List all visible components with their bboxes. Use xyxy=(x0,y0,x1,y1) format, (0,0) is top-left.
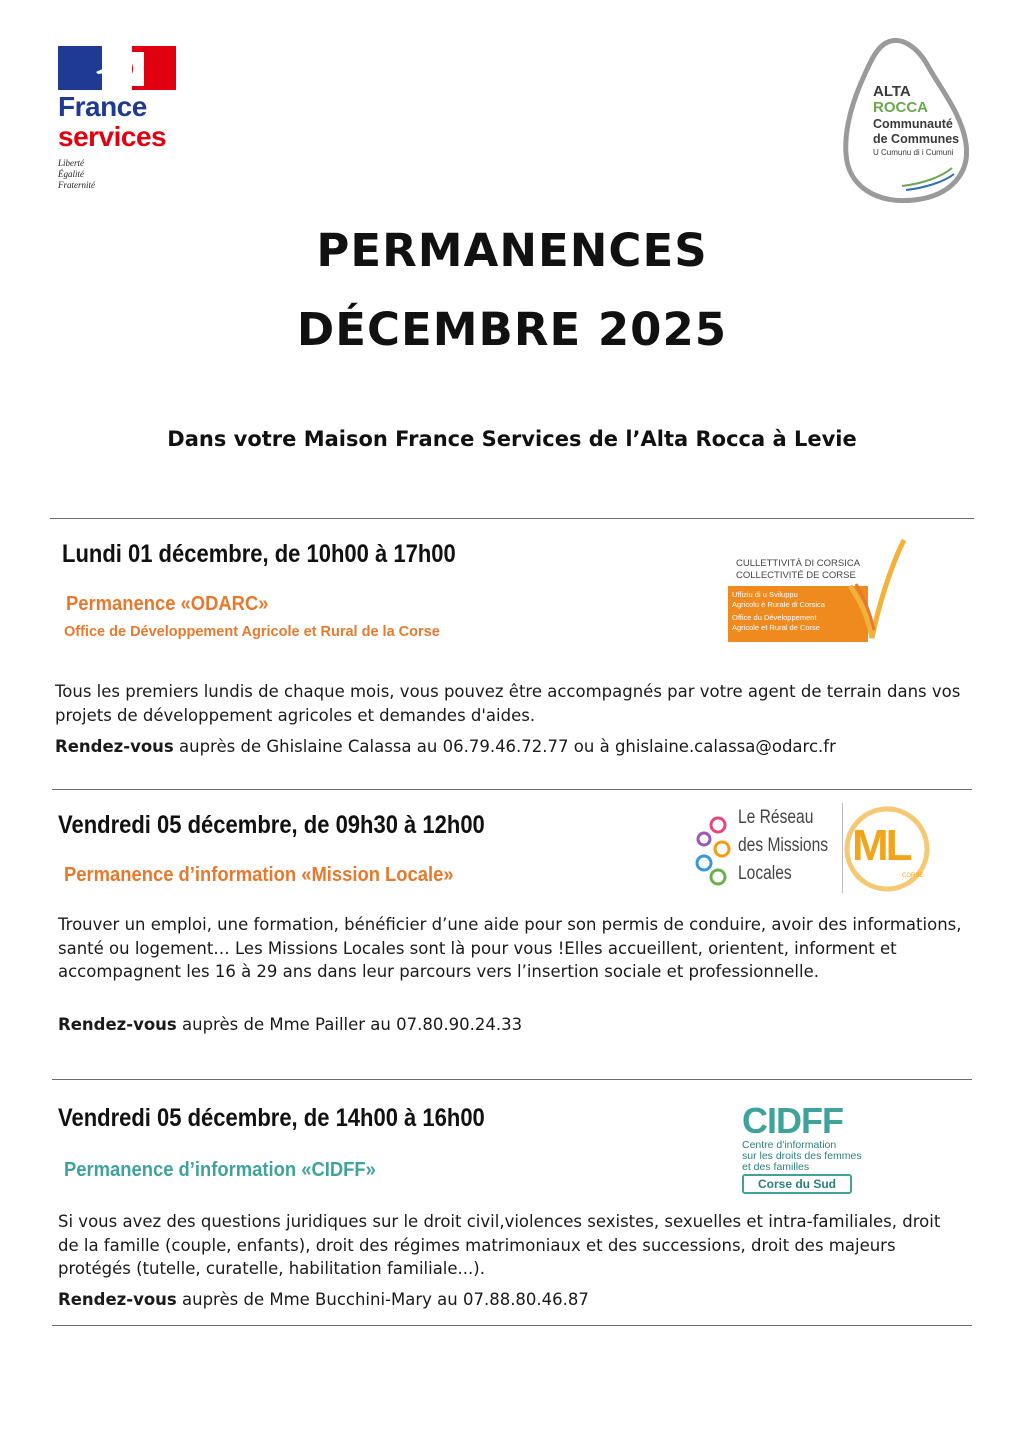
mission-locale-circles-icon xyxy=(692,815,736,889)
page-title-line1: PERMANENCES xyxy=(316,224,708,277)
section3-date: Vendredi 05 décembre, de 14h00 à 16h00 xyxy=(58,1104,485,1132)
section3-body: Si vous avez des questions juridiques sur le droit civil,violences sexistes, sexuelles et intra-familiales, droit de la famille (couple, enfants), droit des régimes matrimoniaux et des successions, droit des majeurs protégés (tutelle, curatelle, habilitation familiale...). xyxy=(58,1212,941,1278)
alta-rocca-logo xyxy=(840,36,972,204)
divider xyxy=(52,789,972,790)
divider xyxy=(52,1325,972,1326)
section1-body: Tous les premiers lundis de chaque mois, vous pouvez être accompagnés par votre agent de terrain dans vos projets de développement agricoles et demandes d'aides. xyxy=(55,682,961,725)
section1-permanence: Permanence «ODARC» xyxy=(66,593,269,615)
section2-permanence: Permanence d’information «Mission Locale» xyxy=(64,864,454,886)
page-title-line2: DÉCEMBRE 2025 xyxy=(296,303,728,356)
divider xyxy=(50,518,974,519)
cidff-name: CIDFF xyxy=(742,1100,843,1141)
odarc-logo: CULLETTIVITÀ DI CORSICA COLLECTIVITÉ DE CORSE Uffiziu di u Sviluppu Agricolu è Rurale di Corsica Office du Développement Agricole et Rural de Corse xyxy=(728,538,906,642)
section2-body: Trouver un emploi, une formation, bénéficier d’une aide pour son permis de conduire, avoir des informations, santé ou logement… Les Missions Locales sont là pour vous !Elles accueillent, orientent, informent et accompagnent les 16 à 29 ans dans leur parcours vers l’insertion sociale et professionnelle. xyxy=(58,915,962,981)
france-services-logo xyxy=(58,46,183,196)
section3-permanence: Permanence d’information «CIDFF» xyxy=(64,1159,376,1181)
alta-rocca-rocca: ROCCA xyxy=(873,99,928,116)
mission-locale-logo: Le Réseau des Missions Locales ML CORSE xyxy=(692,803,932,895)
alta-rocca-alta: ALTA xyxy=(873,83,911,100)
france-services-word-services: services xyxy=(58,121,167,152)
section2-date: Vendredi 05 décembre, de 09h30 à 12h00 xyxy=(58,811,485,839)
ml-mark: ML xyxy=(852,821,910,870)
alta-rocca-corsican: U Cumunu di i Cumuni xyxy=(873,148,954,157)
odarc-check-icon xyxy=(846,538,906,642)
cidff-logo: CIDFF Centre d'information sur les droits des femmes et des familles Corse du Sud xyxy=(738,1100,893,1196)
section3-rdv: Rendez-vous auprès de Mme Bucchini-Mary au 07.88.80.46.87 xyxy=(58,1290,589,1309)
section1-rdv: Rendez-vous auprès de Ghislaine Calassa au 06.79.46.72.77 ou à ghislaine.calassa@odarc.fr xyxy=(55,737,836,756)
section2-rdv: Rendez-vous auprès de Mme Pailler au 07.80.90.24.33 xyxy=(58,1015,523,1034)
alta-rocca-communaute: Communauté xyxy=(873,117,953,131)
marianne-profile-icon xyxy=(84,52,144,86)
odarc-orange-box: Uffiziu di u Sviluppu Agricolu è Rurale di Corsica Office du Développement Agricole et Rural de Corse xyxy=(728,586,868,642)
divider xyxy=(52,1079,972,1080)
cidff-badge: Corse du Sud xyxy=(742,1174,852,1194)
france-services-word-france: France xyxy=(58,91,147,122)
page-subtitle: Dans votre Maison France Services de l’Alta Rocca à Levie xyxy=(167,427,857,451)
republic-motto: Liberté Égalité Fraternité xyxy=(58,158,95,190)
alta-rocca-de-communes: de Communes xyxy=(873,132,960,146)
section1-date: Lundi 01 décembre, de 10h00 à 17h00 xyxy=(62,540,456,568)
section1-organisation: Office de Développement Agricole et Rural de la Corse xyxy=(64,624,440,640)
